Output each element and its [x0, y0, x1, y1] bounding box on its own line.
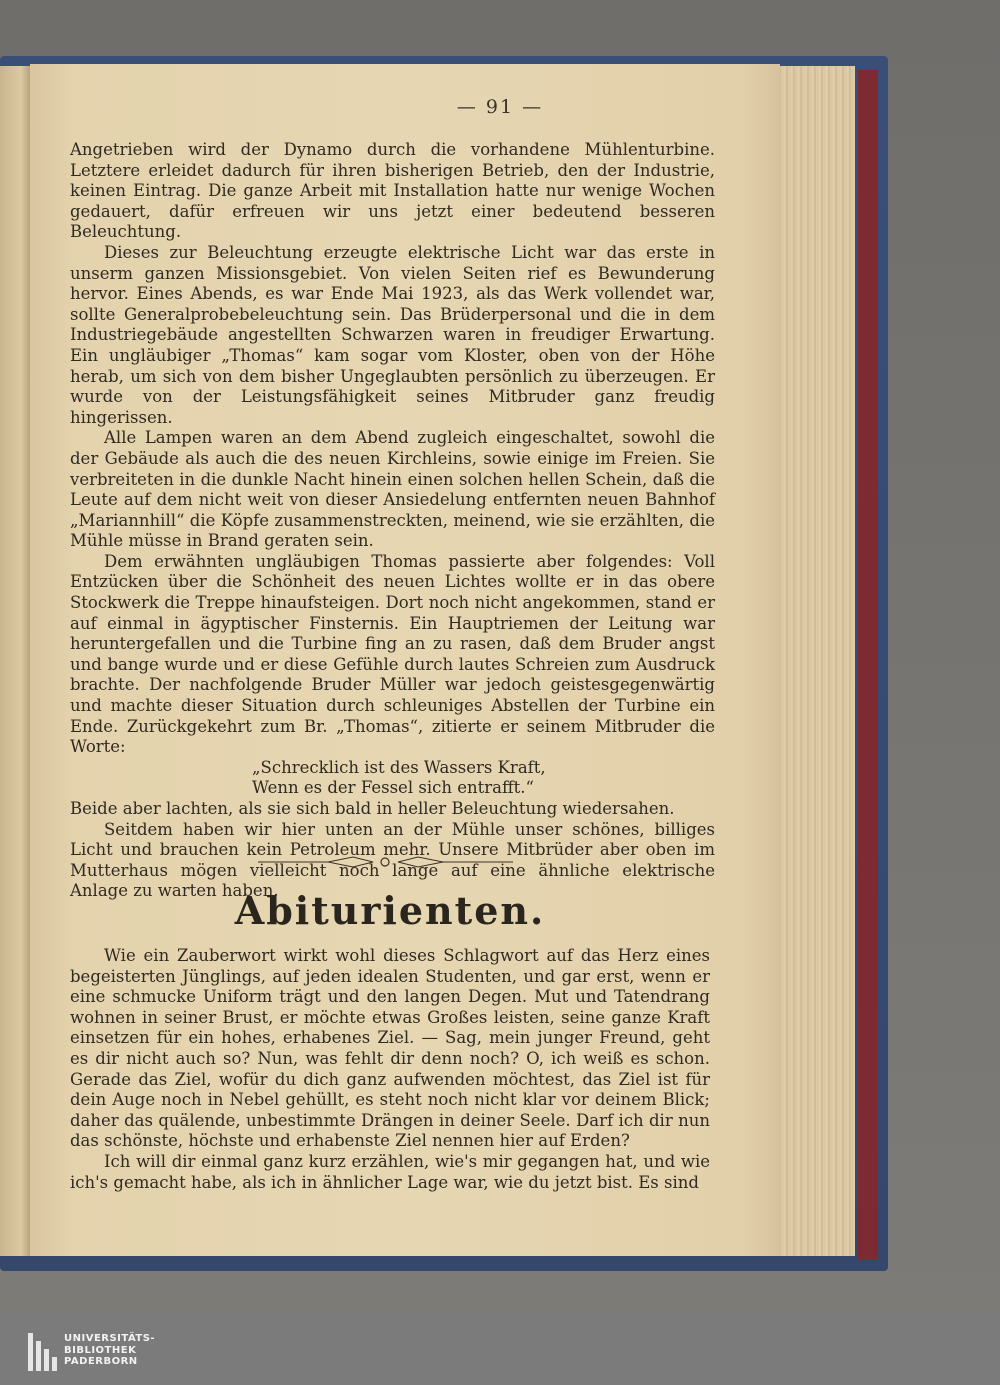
- paragraph: Alle Lampen waren an dem Abend zugleich eingeschaltet, sowohl die der Gebäude als auch die des neuen Kirchleins, sowie einige im Freien. Sie verbreiteten in die dunkle Nacht hinein einen solchen hellen Schein, daß die Leute auf dem nicht weit von dieser Ansiedelung entfernten neuen Bahnhof „Mariannhill“ die Köpfe zusammenstreckten, meinend, wie sie erzählten, die Mühle müsse in Brand geraten sein.: [70, 428, 715, 551]
- verse-line: Wenn es der Fessel sich entrafft.“: [252, 778, 534, 798]
- page-number: — 91 —: [456, 96, 544, 118]
- divider-ornament: [258, 852, 513, 872]
- logo-line: BIBLIOTHEK: [64, 1344, 137, 1356]
- facing-page-edge: [0, 66, 30, 1256]
- article-body-bottom: [70, 946, 710, 1193]
- page-stack-edges: [775, 66, 855, 1256]
- logo-line: PADERBORN: [64, 1356, 138, 1367]
- paragraph: Wie ein Zauberwort wirkt wohl dieses Schlagwort auf das Herz eines begeisterten Jünglings, auf jeden idealen Studenten, und gar erst, wenn er eine schmucke Uniform trägt und den langen Degen. Mut und Tatendrang wohnen in seiner Brust, er möchte etwas Großes leisten, seine ganze Kraft einsetzen für ein hohes, erhabenes Ziel. — Sag, mein junger Freund, geht es dir nicht auch so? Nun, was fehlt dir denn noch? O, ich weiß es schon. Gerade das Ziel, wofür du dich ganz aufwenden möchtest, das Ziel ist für dein Auge noch in Nebel gehüllt, es steht noch nicht klar vor deinem Blick; daher das quälende, unbestimmte Drängen in deiner Seele. Darf ich dir nun das schönste, höchste und erhabenste Ziel nennen hier auf Erden?: [70, 946, 710, 1151]
- library-logo-text: [64, 1333, 155, 1368]
- paragraph: Beide aber lachten, als sie sich bald in heller Beleuchtung wiedersahen.: [70, 799, 675, 818]
- paragraph: Ich will dir einmal ganz kurz erzählen, wie's mir gegangen hat, und wie ich's gemacht habe, als ich in ähnlicher Lage war, wie du jetzt bist. Es sind: [70, 1151, 710, 1192]
- section-heading: Abiturienten.: [234, 888, 546, 933]
- logo-line: UNIVERSITÄTS-: [64, 1333, 156, 1344]
- book-cover-spine-edge: [858, 70, 878, 1260]
- paragraph: Angetrieben wird der Dynamo durch die vorhandene Mühlenturbine. Letztere erleidet dadurch für ihren bisherigen Betrieb, den der Industrie, keinen Eintrag. Die ganze Arbeit mit Installation hatte nur wenige Wochen gedauert, dafür erfreuen wir uns jetzt einer bedeutend besseren Beleuchtung.: [70, 140, 715, 242]
- paragraph: Seitdem haben wir hier unten an der Mühle unser schönes, billiges Licht und brauchen kein Petroleum mehr. Unsere Mitbrüder aber oben im Mutterhaus mögen vielleicht noch lange auf eine ähnliche elektrische Anlage zu warten haben.: [70, 819, 715, 901]
- paragraph: Dieses zur Beleuchtung erzeugte elektrische Licht war das erste in unserm ganzen Missionsgebiet. Von vielen Seiten rief es Bewunderung hervor. Eines Abends, es war Ende Mai 1923, als das Werk vollendet war, sollte Generalprobebeleuchtung sein. Das Brüderpersonal und die in dem Industriegebäude angestellten Schwarzen waren in freudiger Erwartung. Ein ungläubiger „Thomas“ kam sogar vom Kloster, oben von der Höhe herab, um sich von dem bisher Ungeglaubten persönlich zu überzeugen. Er wurde von der Leistungsfähigkeit seines Mitbruder ganz freudig hingerissen.: [70, 242, 715, 427]
- paragraph: Dem erwähnten ungläubigen Thomas passierte aber folgendes: Voll Entzücken über die Schönheit des neuen Lichtes wollte er in das obere Stockwerk die Treppe hinaufsteigen. Dort noch nicht angekommen, stand er auf einmal in ägyptischer Finsternis. Ein Hauptriemen der Leitung war heruntergefallen und die Turbine fing an zu rasen, daß dem Bruder angst und bange wurde und er diese Gefühle durch lautes Schreien zum Ausdruck brachte. Der nachfolgende Bruder Müller war jedoch geistesgegenwärtig und machte dieser Situation durch schleuniges Abstellen der Turbine ein Ende. Zurückgekehrt zum Br. „Thomas“, zitierte er seinem Mitbruder die Worte:: [70, 551, 715, 757]
- article-body-top: [70, 140, 715, 902]
- verse-line: „Schrecklich ist des Wassers Kraft,: [252, 757, 546, 777]
- library-logo-icon: [28, 1333, 58, 1371]
